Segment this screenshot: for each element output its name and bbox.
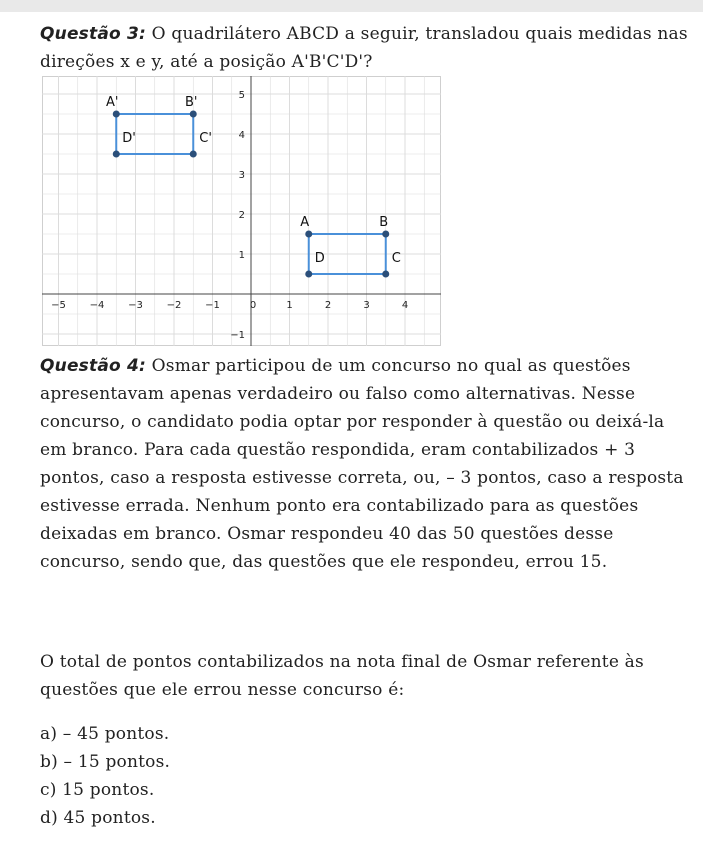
question-4 <box>40 352 690 576</box>
point-c <box>382 271 389 278</box>
point-b-prime <box>190 111 197 118</box>
x-tick-label: 4 <box>401 300 409 311</box>
y-tick-label: 3 <box>238 170 245 181</box>
x-tick-label: −2 <box>166 300 182 311</box>
option-d[interactable]: d) 45 pontos. <box>40 808 156 828</box>
x-tick-label: 1 <box>286 300 293 311</box>
x-tick-label: −1 <box>205 300 220 311</box>
label-b: B <box>379 215 389 230</box>
point-a-prime <box>113 111 120 118</box>
label-a: A <box>300 215 310 230</box>
x-tick-label: 2 <box>324 300 332 311</box>
question-3 <box>40 20 690 76</box>
option-c[interactable]: c) 15 pontos. <box>40 780 155 800</box>
x-tick-label: −5 <box>51 300 66 311</box>
point-a <box>305 231 312 238</box>
point-d-prime <box>113 151 120 158</box>
x-tick-label: −3 <box>128 300 143 311</box>
x-tick-label: 0 <box>249 300 257 311</box>
label-d-prime: D' <box>122 131 136 146</box>
label-c: C <box>391 251 401 266</box>
label-d: D <box>314 251 325 266</box>
question-4-prompt: O total de pontos contabilizados na nota final de Osmar referente às questões que ele errou nesse concurso é: <box>40 652 644 700</box>
coordinate-graph <box>42 76 441 346</box>
y-tick-label: −1 <box>230 330 245 341</box>
y-tick-label: 5 <box>238 90 245 101</box>
label-a-prime: A' <box>106 95 119 110</box>
x-tick-label: −4 <box>89 300 105 311</box>
question-4-text: Osmar participou de um concurso no qual as questões apresentavam apenas verdadeiro ou falso como alternativas. Nesse concurso, o candidato podia optar por responder à questão ou deixá-la em branco. Para cada questão respondida, eram contabilizados + 3 pontos, caso a resposta estivesse correta, ou, – 3 pontos, caso a resposta estivesse errada. Nenhum ponto era contabilizado para as questões deixadas em branco. Osmar respondeu 40 das 50 questões desse concurso, sendo que, das questões que ele respondeu, errou 15. <box>40 356 684 572</box>
point-d <box>305 271 312 278</box>
y-tick-label: 4 <box>238 130 245 141</box>
question-3-label: Questão 3: <box>40 24 147 44</box>
option-a[interactable]: a) – 45 pontos. <box>40 724 170 744</box>
answer-options <box>40 720 340 832</box>
y-tick-label: 2 <box>238 210 245 221</box>
question-4-label: Questão 4: <box>40 356 147 376</box>
point-b <box>382 231 389 238</box>
option-b[interactable]: b) – 15 pontos. <box>40 752 171 772</box>
question-3-text: O quadrilátero ABCD a seguir, transladou quais medidas nas direções x e y, até a posição A'B'C'D'? <box>40 24 688 72</box>
y-tick-label: 1 <box>238 250 245 261</box>
label-c-prime: C' <box>199 131 212 146</box>
x-tick-label: 3 <box>363 300 370 311</box>
point-c-prime <box>190 151 197 158</box>
label-b-prime: B' <box>185 95 198 110</box>
top-bar <box>0 0 703 12</box>
